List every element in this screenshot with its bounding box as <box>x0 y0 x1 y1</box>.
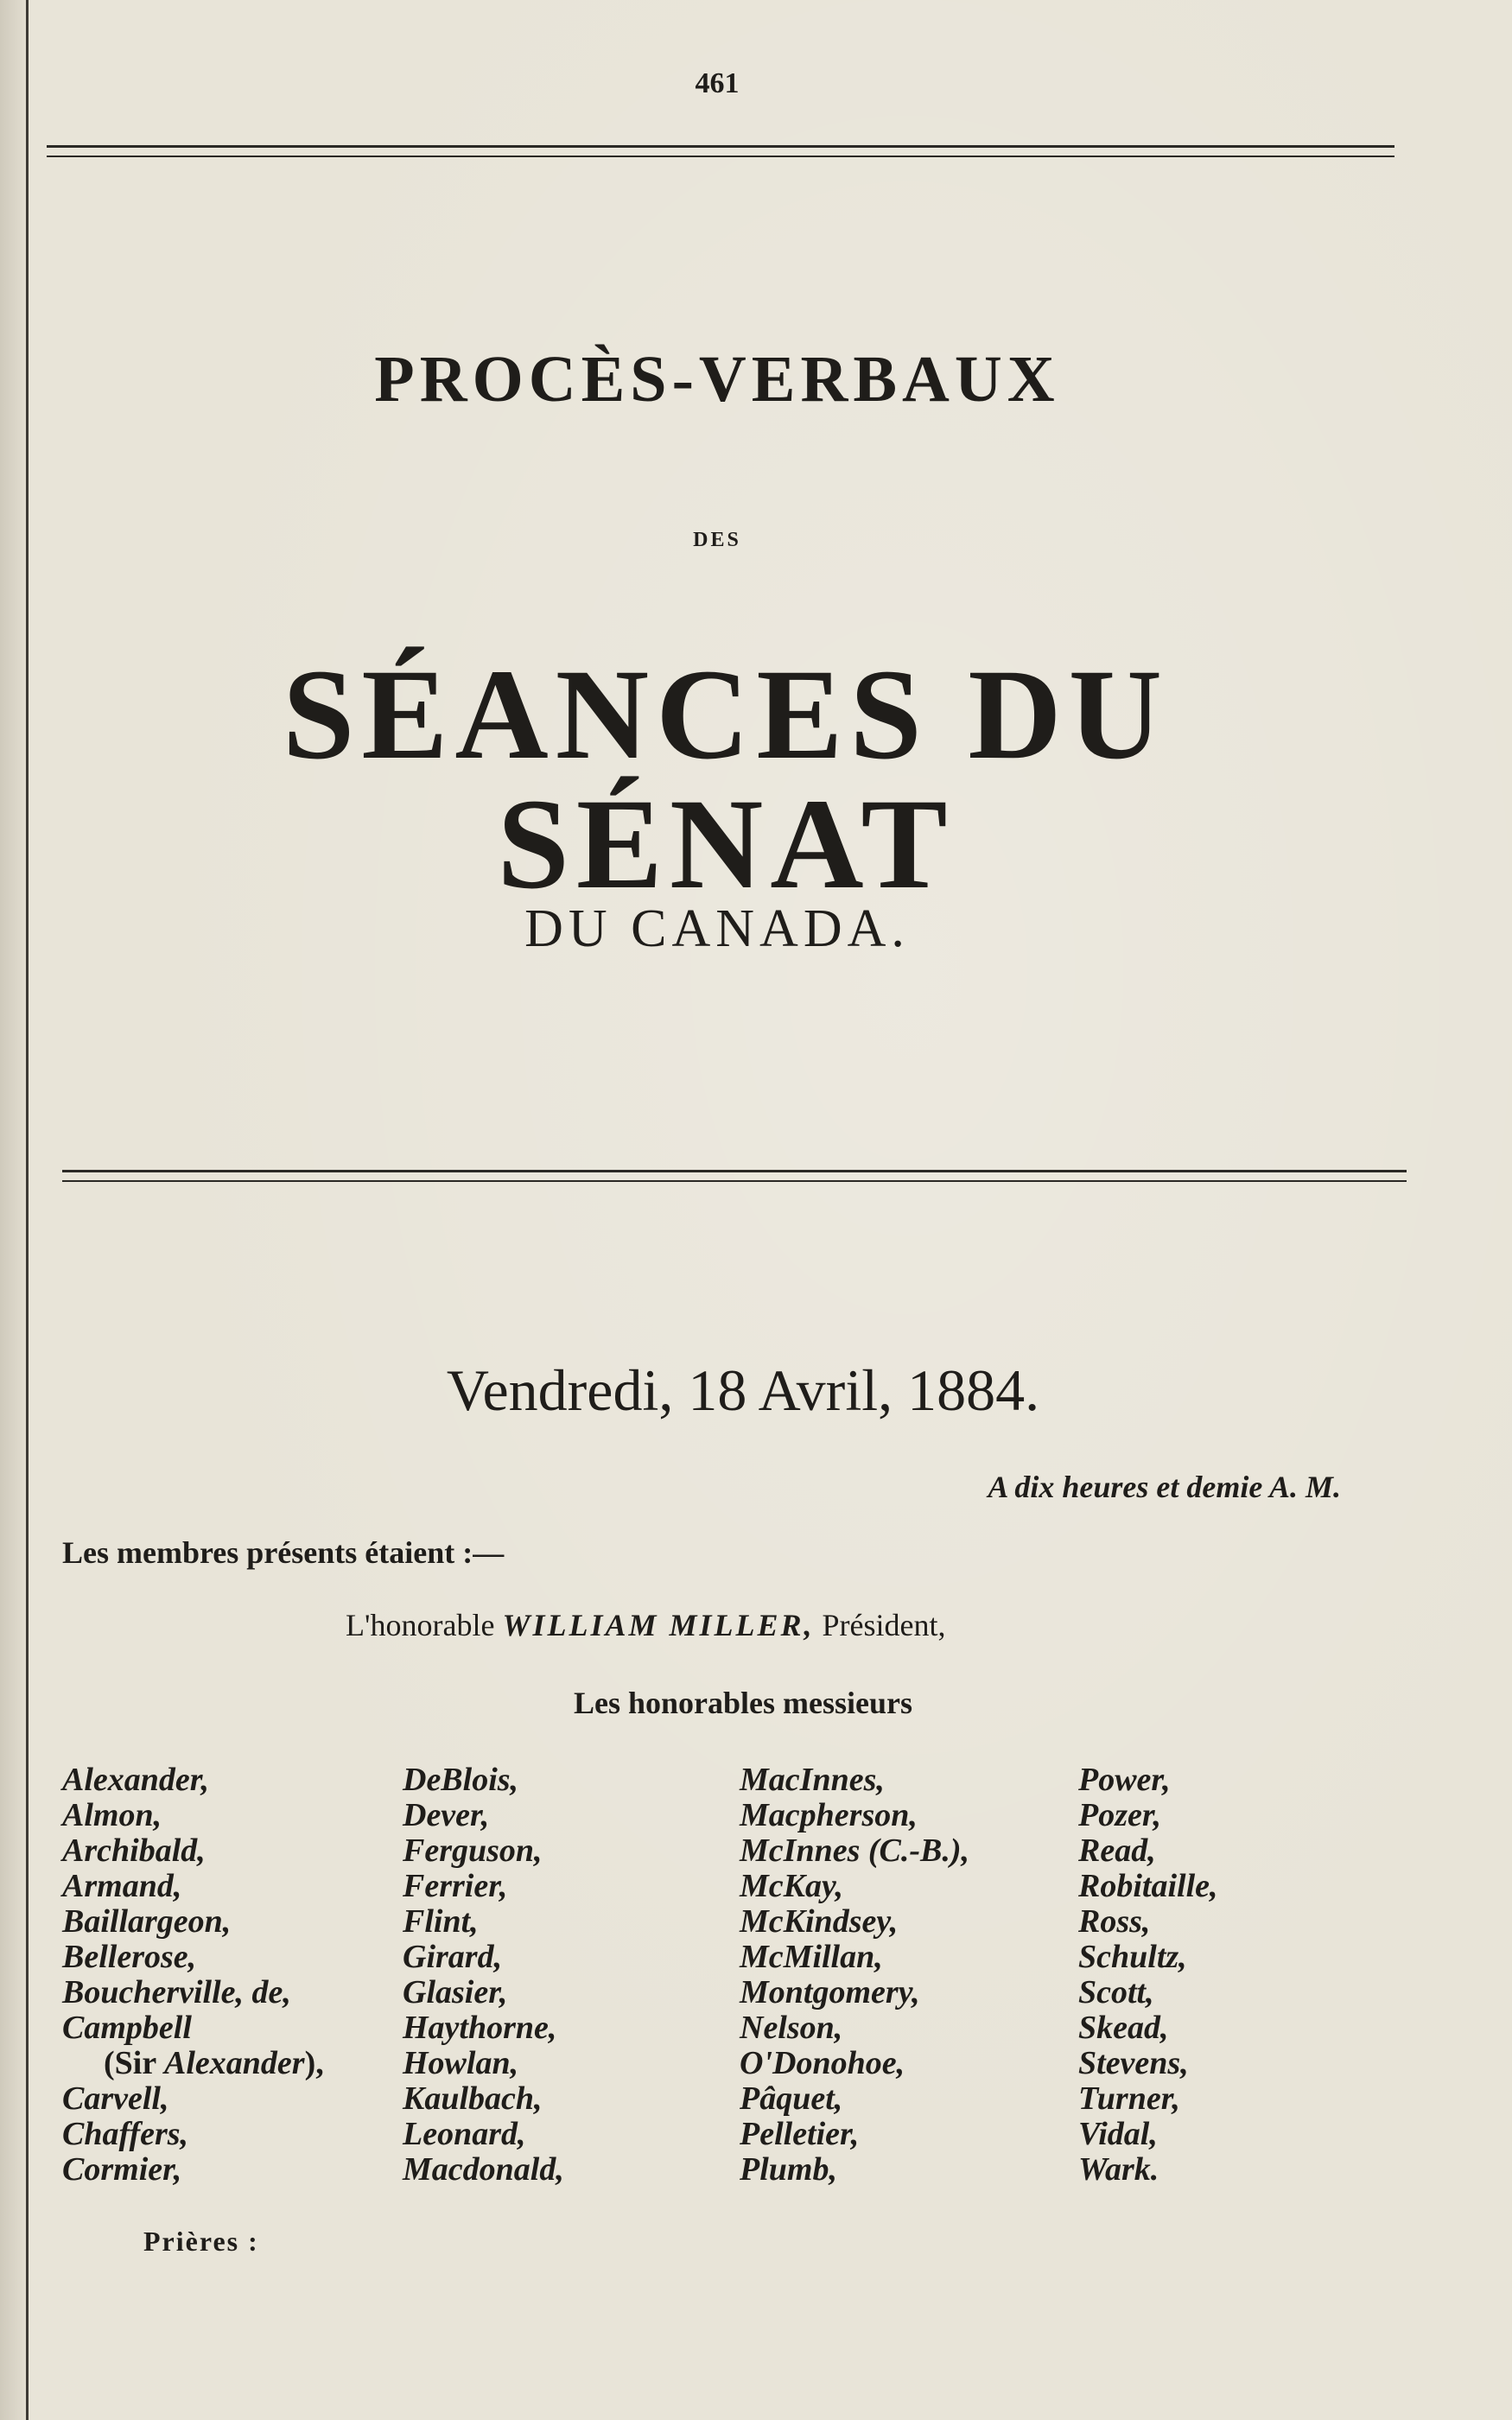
member-name: Pâquet, <box>740 2080 843 2117</box>
member-name: Dever, <box>403 1797 490 1833</box>
member-name: McMillan, <box>740 1939 883 1975</box>
member-name: Ross, <box>1078 1903 1151 1940</box>
member-name: Nelson, <box>740 2010 843 2046</box>
member-name: Girard, <box>403 1939 503 1975</box>
member-name: McKay, <box>740 1868 843 1904</box>
member-name: Boucherville, de, <box>62 1974 291 2010</box>
member-name: Chaffers, <box>62 2116 189 2152</box>
continuation-open: (Sir <box>104 2045 165 2081</box>
member-name: Campbell <box>62 2010 192 2046</box>
member-name: Alexander, <box>62 1762 209 1798</box>
members-intro: Les membres présents étaient :— <box>62 1535 505 1570</box>
president-name: WILLIAM MILLER, <box>502 1608 815 1642</box>
member-name: Macpherson, <box>740 1797 918 1833</box>
member-name: Baillargeon, <box>62 1903 232 1940</box>
continuation-close: ), <box>304 2045 324 2081</box>
member-name: Wark. <box>1078 2151 1159 2188</box>
member-column-1 <box>62 1763 324 2188</box>
title-proces-verbaux: PROCÈS-VERBAUX <box>374 343 1060 416</box>
page-number: 461 <box>695 67 740 99</box>
member-name-continuation <box>62 2046 324 2081</box>
member-name: Scott, <box>1078 1974 1154 2010</box>
member-name: Ferguson, <box>403 1832 543 1869</box>
member-name: Bellerose, <box>62 1939 197 1975</box>
member-name: Archibald, <box>62 1832 206 1869</box>
member-name: Plumb, <box>740 2151 837 2188</box>
president-line <box>346 1607 945 1643</box>
title-seances-du-senat: SÉANCES DU SÉNAT <box>282 643 1170 916</box>
member-name: Almon, <box>62 1797 162 1833</box>
member-name: Ferrier, <box>403 1868 508 1904</box>
member-name: Cormier, <box>62 2151 182 2188</box>
session-date: Vendredi, 18 Avril, 1884. <box>446 1357 1040 1423</box>
member-name: McInnes (C.-B.), <box>740 1832 970 1869</box>
member-column-4 <box>1078 1763 1218 2188</box>
title-du-canada: DU CANADA. <box>524 899 910 958</box>
member-name: McKindsey, <box>740 1903 899 1940</box>
member-name: MacInnes, <box>740 1762 885 1798</box>
president-title: Président, <box>822 1608 946 1642</box>
member-name: Robitaille, <box>1078 1868 1218 1904</box>
continuation-name: Alexander <box>164 2045 305 2081</box>
member-name: Pozer, <box>1078 1797 1162 1833</box>
member-name: Read, <box>1078 1832 1156 1869</box>
president-prefix: L'honorable <box>346 1608 495 1642</box>
member-name: Vidal, <box>1078 2116 1158 2152</box>
member-name: Howlan, <box>403 2045 519 2081</box>
member-name: Carvell, <box>62 2080 169 2117</box>
member-name: Kaulbach, <box>403 2080 543 2117</box>
middle-double-rule <box>62 1170 1407 1182</box>
member-name: Pelletier, <box>740 2116 860 2152</box>
member-name: O'Donohoe, <box>740 2045 905 2081</box>
session-time: A dix heures et demie A. M. <box>988 1470 1341 1504</box>
member-column-2 <box>403 1763 564 2188</box>
member-name: Skead, <box>1078 2010 1169 2046</box>
honorables-heading: Les honorables messieurs <box>573 1686 912 1720</box>
member-name: Flint, <box>403 1903 479 1940</box>
member-name: Armand, <box>62 1868 182 1904</box>
member-name: Stevens, <box>1078 2045 1189 2081</box>
member-name: Leonard, <box>403 2116 526 2152</box>
member-name: Macdonald, <box>403 2151 564 2188</box>
member-name: Power, <box>1078 1762 1171 1798</box>
prieres-heading: Prières : <box>143 2226 259 2257</box>
member-name: Turner, <box>1078 2080 1180 2117</box>
member-name: Montgomery, <box>740 1974 920 2010</box>
member-name: Schultz, <box>1078 1939 1187 1975</box>
member-name: DeBlois, <box>403 1762 519 1798</box>
title-des: DES <box>693 529 741 551</box>
member-name: Haythorne, <box>403 2010 557 2046</box>
top-double-rule <box>47 145 1394 157</box>
member-name: Glasier, <box>403 1974 508 2010</box>
member-column-3 <box>740 1763 969 2188</box>
